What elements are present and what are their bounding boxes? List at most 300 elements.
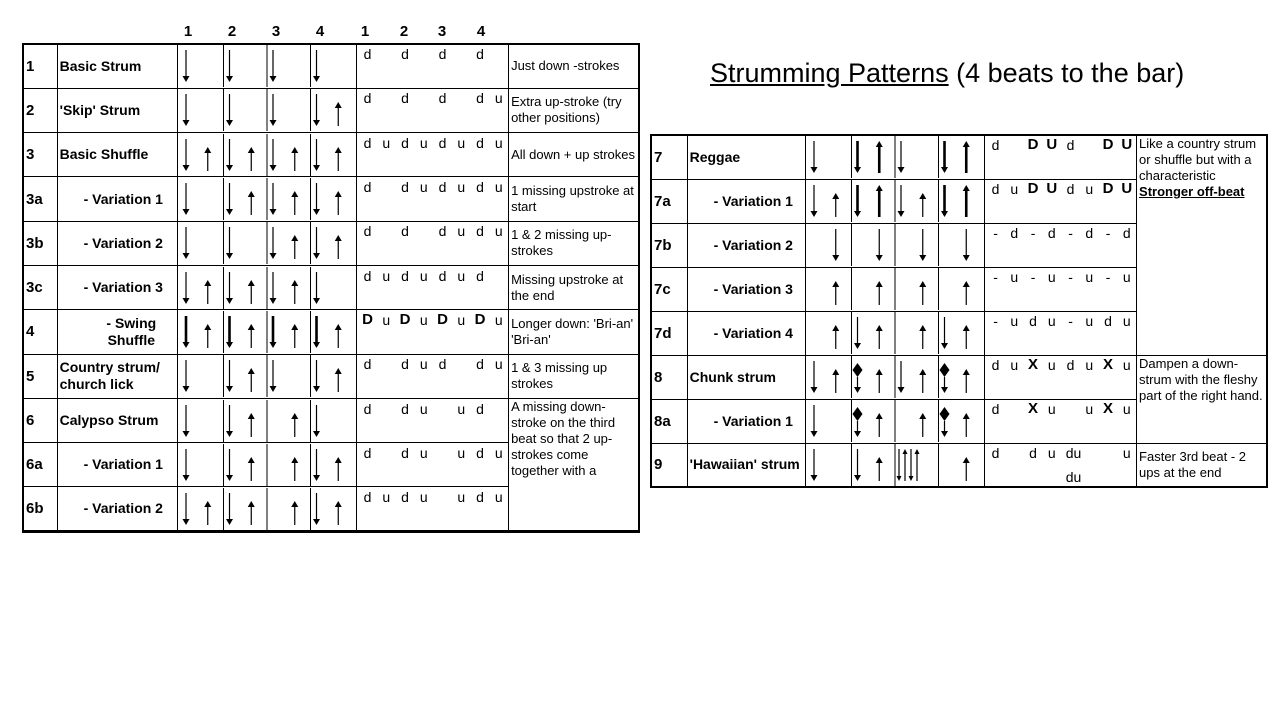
chunk-arrow-icon: [939, 407, 949, 437]
down-arrow-icon: [313, 316, 320, 348]
up-arrow-icon: [876, 325, 883, 349]
strum-letter: d: [438, 179, 447, 196]
pattern-name: Reggae: [687, 135, 805, 179]
pattern-number: 7d: [651, 311, 687, 355]
strum-arrows: [180, 267, 354, 309]
strum-letter: D: [399, 310, 411, 328]
strum-letter: d: [401, 179, 409, 196]
down-arrow-icon: [963, 229, 970, 261]
up-arrow-icon: [832, 281, 839, 305]
strum-letter: u: [1085, 269, 1094, 285]
letter-cell: [356, 310, 508, 354]
down-arrow-icon: [313, 272, 320, 304]
pattern-description: [1137, 135, 1267, 355]
strum-letter: d: [363, 356, 372, 373]
beat-header-arrows-4: 4: [315, 23, 325, 40]
strum-letter: d: [1029, 444, 1037, 461]
strum-letter: d: [363, 488, 372, 505]
down-arrow-icon: [313, 360, 320, 392]
pattern-row: [23, 398, 639, 442]
letter-cell: [984, 311, 1136, 355]
pattern-name: - Variation 3: [687, 267, 805, 311]
strum-letter: d: [1122, 225, 1131, 241]
down-arrow-icon: [313, 449, 320, 481]
strum-letter: u: [382, 488, 391, 505]
strum-arrows: [180, 355, 354, 397]
strum-letter: d: [1047, 225, 1056, 241]
strum-arrows: [180, 400, 354, 442]
strum-arrows: [808, 444, 982, 486]
strum-letter: u: [419, 179, 428, 196]
down-arrow-icon: [313, 183, 320, 215]
up-arrow-icon: [335, 235, 342, 259]
strum-letter: u: [1085, 401, 1094, 417]
down-arrow-icon: [854, 141, 861, 173]
down-arrow-icon: [810, 185, 817, 217]
strum-letter: d: [363, 267, 372, 284]
strum-letter: -: [1105, 269, 1111, 285]
strum-letter: d: [1066, 181, 1075, 197]
pattern-row: [23, 44, 639, 88]
strum-letter: d: [476, 134, 484, 151]
strum-letter: u: [1047, 444, 1056, 461]
strum-letter: u: [457, 134, 466, 151]
up-arrow-icon: [963, 457, 970, 481]
up-arrow-icon: [248, 501, 255, 525]
strum-letter: d: [401, 223, 409, 240]
pattern-number: 3b: [23, 221, 57, 265]
up-arrow-icon: [248, 324, 255, 348]
down-arrow-icon: [226, 227, 233, 259]
pattern-name: - Variation 1: [687, 179, 805, 223]
down-arrow-icon: [854, 449, 861, 481]
up-arrow-icon: [876, 413, 883, 437]
strum-letter: U: [1046, 180, 1058, 197]
strum-letter: d: [401, 267, 409, 284]
pattern-name: - Variation 1: [57, 443, 177, 487]
up-arrow-icon: [919, 325, 926, 349]
strum-letter: u: [494, 488, 503, 505]
pattern-row: [23, 310, 639, 354]
strum-letter: d: [991, 137, 1000, 154]
down-arrow-icon: [270, 50, 277, 82]
arrow-cell: [178, 487, 357, 531]
strum-arrows: [808, 356, 982, 398]
beat-header-letters-4: 4: [476, 23, 486, 40]
strum-letter: u: [494, 356, 503, 373]
up-arrow-icon: [963, 141, 970, 173]
pattern-name: Basic Shuffle: [57, 133, 177, 177]
up-arrow-icon: [248, 191, 255, 215]
up-arrow-icon: [963, 325, 970, 349]
strum-letter: d: [363, 90, 372, 107]
down-arrow-icon: [183, 316, 190, 348]
up-arrow-icon: [248, 147, 255, 171]
down-arrow-icon: [183, 493, 190, 525]
up-arrow-icon: [335, 102, 342, 126]
strum-letter: d: [363, 223, 372, 240]
pattern-name: - Variation 3: [57, 265, 177, 309]
strum-letter: u: [1122, 313, 1131, 329]
letter-cell: [984, 443, 1136, 487]
strum-letter: u: [1010, 269, 1019, 285]
strum-letter: u: [382, 134, 391, 151]
strum-letter: X: [1103, 400, 1114, 417]
up-arrow-icon: [919, 281, 926, 305]
strum-letter: u: [1085, 313, 1094, 329]
strum-arrows: [180, 89, 354, 131]
strum-letter: d: [991, 444, 1000, 461]
strum-letter: -: [1030, 269, 1036, 285]
strum-letter: d: [476, 223, 484, 240]
strum-letter: X: [1103, 356, 1114, 373]
up-arrow-icon: [291, 235, 298, 259]
pattern-description: A missing down-stroke on the third beat so that 2 up-strokes come together with a: [509, 398, 639, 531]
strum-letter: u: [1047, 357, 1056, 373]
letter-cell: [356, 443, 508, 487]
desc-emphasis: Stronger off-beat: [1139, 184, 1245, 199]
strum-letter: d: [991, 401, 1000, 417]
pattern-description: 1 & 3 missing up strokes: [509, 354, 639, 398]
pattern-description: 1 missing upstroke at start: [509, 177, 639, 221]
arrow-cell: [178, 177, 357, 221]
arrow-cell: [805, 179, 984, 223]
down-arrow-icon: [183, 405, 190, 437]
beat-header-letters-2: 2: [399, 23, 409, 40]
up-arrow-icon: [335, 457, 342, 481]
strum-letter: u: [1047, 313, 1056, 329]
down-arrow-icon: [810, 361, 817, 393]
strum-letter: D: [1027, 136, 1039, 154]
letter-cell: [356, 44, 508, 88]
pattern-row: [23, 133, 639, 177]
down-arrow-icon: [183, 139, 190, 171]
strum-letter: u: [457, 267, 466, 284]
strum-letter: d: [476, 267, 484, 284]
pattern-number: 2: [23, 88, 57, 132]
up-arrow-icon: [963, 185, 970, 217]
pattern-name: - Variation 1: [687, 399, 805, 443]
up-arrow-icon: [291, 324, 298, 348]
beat-header-letters-3: 3: [437, 23, 447, 40]
down-arrow-icon: [226, 493, 233, 525]
pattern-number: 6a: [23, 443, 57, 487]
up-arrow-icon: [919, 413, 926, 437]
strum-letter: d: [363, 400, 372, 417]
down-arrow-icon: [183, 272, 190, 304]
pattern-description: Faster 3rd beat - 2 ups at the end: [1137, 443, 1267, 487]
letter-cell: [356, 177, 508, 221]
pattern-description: Just down -strokes: [509, 44, 639, 88]
up-arrow-icon: [919, 193, 926, 217]
up-arrow-icon: [204, 501, 211, 525]
pattern-number: 8a: [651, 399, 687, 443]
strum-arrows: [808, 312, 982, 354]
pattern-row: [23, 177, 639, 221]
chunk-arrow-icon: [939, 363, 949, 393]
strum-letter: X: [1028, 400, 1039, 417]
letter-cell: [984, 179, 1136, 223]
strum-arrows: [180, 444, 354, 486]
strum-letter: D: [362, 310, 373, 328]
strum-letter: u: [382, 311, 391, 328]
pattern-name: - Variation 1: [57, 177, 177, 221]
strum-letter: u: [1047, 269, 1056, 285]
pattern-name: - Variation 2: [57, 487, 177, 531]
up-arrow-icon: [335, 191, 342, 215]
strum-letter: d: [363, 46, 372, 63]
pattern-name: 'Hawaiian' strum: [687, 443, 805, 487]
pattern-description: Dampen a down-strum with the fleshy part of the right hand.: [1137, 355, 1267, 443]
down-arrow-icon: [183, 183, 190, 215]
strum-letter: U: [1121, 180, 1133, 197]
strum-letter: u: [419, 134, 428, 151]
strum-arrows: [808, 180, 982, 222]
strum-letter: u: [457, 400, 466, 417]
strum-letter: d: [401, 488, 409, 505]
strum-arrows: [180, 45, 354, 87]
strum-letter: d: [438, 223, 447, 240]
strum-letter: u: [1122, 401, 1131, 417]
strum-letter: d: [1104, 313, 1112, 329]
up-arrow-icon: [963, 281, 970, 305]
down-arrow-icon: [810, 449, 817, 481]
strum-letter: d: [476, 488, 484, 505]
strum-arrows: [808, 400, 982, 442]
up-arrow-icon: [291, 280, 298, 304]
down-arrow-icon: [270, 139, 277, 171]
pattern-number: 7a: [651, 179, 687, 223]
pattern-name: 'Skip' Strum: [57, 88, 177, 132]
strum-letter: D: [437, 310, 448, 328]
strum-arrows: [180, 134, 354, 176]
pattern-number: 5: [23, 354, 57, 398]
up-arrow-icon: [204, 147, 211, 171]
strum-letter: u: [1010, 313, 1019, 329]
letter-cell: [356, 221, 508, 265]
strum-letter: d: [401, 356, 409, 373]
page-title: [710, 58, 1184, 89]
strum-letter: u: [1122, 444, 1131, 461]
arrow-cell: [178, 443, 357, 487]
letter-cell: [356, 398, 508, 442]
strum-letter: u: [419, 444, 428, 461]
pattern-description: Extra up-stroke (try other positions): [509, 88, 639, 132]
strum-letter: u: [457, 311, 466, 328]
strum-letter: du: [1065, 444, 1082, 461]
arrow-cell: [178, 133, 357, 177]
down-arrow-icon: [941, 185, 948, 217]
strum-arrows: [180, 488, 354, 530]
beat-header-arrows-2: 2: [227, 23, 237, 40]
arrow-cell: [178, 265, 357, 309]
up-arrow-icon: [832, 193, 839, 217]
strum-letter: u: [419, 356, 428, 373]
strum-letter: -: [993, 313, 998, 329]
down-arrow-icon: [810, 141, 817, 173]
down-arrow-icon: [897, 361, 904, 393]
pattern-description: All down + up strokes: [509, 133, 639, 177]
down-arrow-icon: [270, 360, 277, 392]
up-arrow-icon: [832, 325, 839, 349]
strum-letter: d: [438, 90, 447, 107]
strum-letter: d: [438, 267, 447, 284]
down-arrow-icon: [854, 317, 861, 349]
strum-arrows: [180, 311, 354, 353]
up-arrow-icon: [919, 369, 926, 393]
down-arrow-icon: [313, 405, 320, 437]
down-arrow-icon: [313, 94, 320, 126]
strum-letter: d: [363, 444, 372, 461]
title-main: Strumming Patterns: [710, 58, 949, 88]
down-arrow-icon: [810, 405, 817, 437]
down-arrow-icon: [270, 316, 277, 348]
pattern-name: Chunk strum: [687, 355, 805, 399]
down-arrow-icon: [226, 139, 233, 171]
down-arrow-icon: [270, 227, 277, 259]
strum-letter: d: [1066, 357, 1075, 373]
up-arrow-icon: [876, 281, 883, 305]
strum-letter: -: [993, 225, 998, 241]
strum-letter: d: [363, 134, 372, 151]
down-arrow-icon: [270, 94, 277, 126]
strum-letter: d: [401, 444, 409, 461]
strum-letter: u: [1047, 401, 1056, 417]
down-arrow-icon: [226, 50, 233, 82]
pattern-row: [651, 135, 1267, 179]
strum-table-left: [22, 43, 640, 533]
fast-arrows-icon: [896, 449, 919, 481]
down-arrow-icon: [183, 449, 190, 481]
arrow-cell: [805, 311, 984, 355]
down-arrow-icon: [183, 227, 190, 259]
strum-letter: d: [1029, 313, 1037, 329]
strum-letter: u: [1085, 181, 1094, 197]
pattern-name: Country strum/ church lick: [57, 354, 177, 398]
letter-cell: [984, 135, 1136, 179]
arrow-cell: [178, 221, 357, 265]
strum-arrows: [808, 268, 982, 310]
strum-letter: d: [438, 356, 447, 373]
beat-header-letters-1: 1: [360, 23, 370, 40]
letter-cell: [984, 223, 1136, 267]
strum-letter: u: [457, 488, 466, 505]
arrow-cell: [178, 44, 357, 88]
pattern-number: 8: [651, 355, 687, 399]
strum-letter: u: [1010, 357, 1019, 373]
down-arrow-icon: [226, 449, 233, 481]
up-arrow-icon: [335, 501, 342, 525]
down-arrow-icon: [270, 183, 277, 215]
strum-letter: D: [474, 310, 486, 328]
letter-cell: [356, 487, 508, 531]
strum-letter: d: [1066, 137, 1075, 154]
chunk-arrow-icon: [852, 407, 862, 437]
up-arrow-icon: [832, 369, 839, 393]
strum-letter: u: [457, 223, 466, 240]
pattern-description: Missing upstroke at the end: [509, 265, 639, 309]
strum-letter: u: [1085, 357, 1094, 373]
up-arrow-icon: [291, 457, 298, 481]
strum-letter: X: [1028, 356, 1039, 373]
up-arrow-icon: [291, 191, 298, 215]
pattern-number: 6: [23, 398, 57, 442]
down-arrow-icon: [313, 139, 320, 171]
arrow-cell: [805, 223, 984, 267]
pattern-number: 4: [23, 310, 57, 354]
up-arrow-icon: [963, 369, 970, 393]
strum-arrows: [808, 136, 982, 178]
strum-letter: u: [494, 179, 503, 196]
strum-letter: -: [1068, 313, 1073, 329]
beat-header-arrows-1: 1: [183, 23, 193, 40]
up-arrow-icon: [291, 147, 298, 171]
letter-cell: [356, 265, 508, 309]
pattern-name: Calypso Strum: [57, 398, 177, 442]
strum-letter: d: [476, 444, 484, 461]
up-arrow-icon: [248, 280, 255, 304]
pattern-row: [23, 354, 639, 398]
pattern-number: 3c: [23, 265, 57, 309]
strum-letter: -: [993, 269, 998, 285]
strum-letter: -: [1068, 269, 1073, 285]
down-arrow-icon: [313, 227, 320, 259]
strum-letter: d: [1085, 225, 1094, 241]
down-arrow-icon: [832, 229, 839, 261]
down-arrow-icon: [941, 317, 948, 349]
strum-letter: u: [494, 444, 503, 461]
strum-arrows: [180, 178, 354, 220]
strum-letter: d: [363, 179, 372, 196]
letter-cell: [984, 267, 1136, 311]
pattern-number: 3a: [23, 177, 57, 221]
strum-letter: d: [476, 46, 484, 63]
pattern-description: 1 & 2 missing up-strokes: [509, 221, 639, 265]
title-suffix: (4 beats to the bar): [948, 58, 1185, 88]
letter-cell: [356, 88, 508, 132]
pattern-row: [23, 221, 639, 265]
strum-letter: D: [1102, 180, 1114, 197]
down-arrow-icon: [854, 185, 861, 217]
strum-letter: d: [438, 46, 447, 63]
strum-letter: -: [1030, 225, 1036, 241]
up-arrow-icon: [248, 457, 255, 481]
arrow-cell: [805, 135, 984, 179]
strum-letter: u: [1122, 269, 1131, 285]
up-arrow-icon: [291, 413, 298, 437]
up-arrow-icon: [248, 413, 255, 437]
pattern-name: - Variation 2: [57, 221, 177, 265]
strum-letter: u: [419, 400, 428, 417]
pattern-number: 7c: [651, 267, 687, 311]
letter-cell: [356, 354, 508, 398]
down-arrow-icon: [270, 272, 277, 304]
strum-letter: u: [457, 179, 466, 196]
strum-letter: U: [1121, 136, 1133, 154]
strum-letter: d: [476, 179, 484, 196]
pattern-description: Longer down: 'Bri-an' 'Bri-an': [509, 310, 639, 354]
letter-cell: [984, 399, 1136, 443]
chunk-arrow-icon: [852, 363, 862, 393]
up-arrow-icon: [876, 457, 883, 481]
strum-letter: -: [1068, 225, 1073, 241]
pattern-number: 1: [23, 44, 57, 88]
pattern-number: 7b: [651, 223, 687, 267]
up-arrow-icon: [335, 324, 342, 348]
pattern-number: 9: [651, 443, 687, 487]
down-arrow-icon: [183, 50, 190, 82]
strum-letter: u: [494, 90, 503, 107]
